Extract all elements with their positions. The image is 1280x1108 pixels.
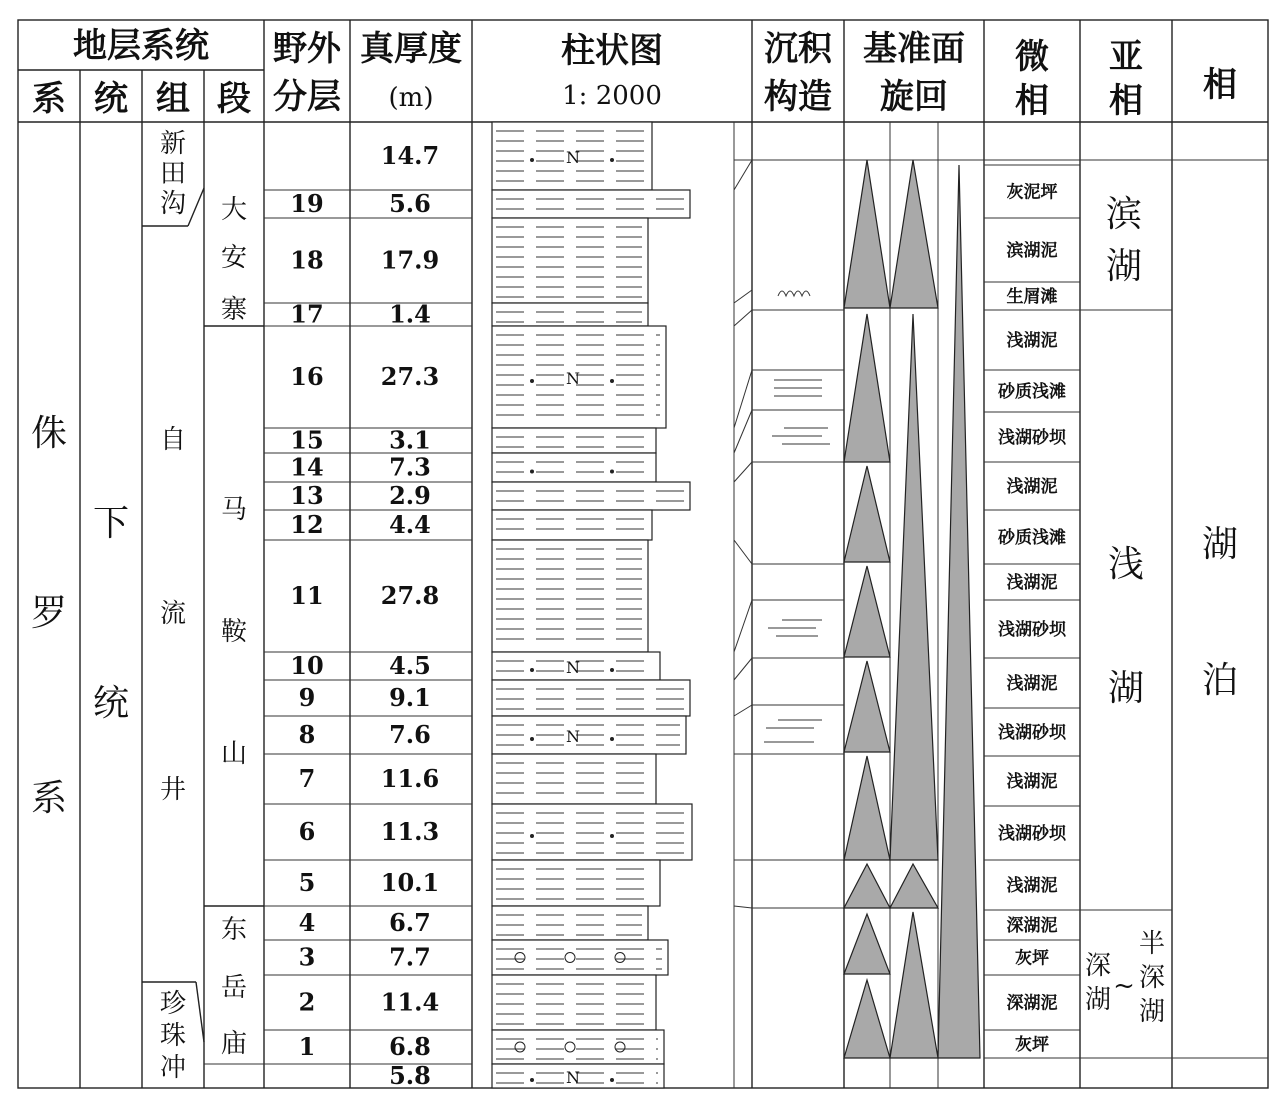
correlation-line: [734, 705, 752, 716]
header-thickness-1: 真厚度: [360, 29, 462, 69]
short-cycle-triangle: [844, 661, 890, 752]
formation-ziliujing: 自: [159, 425, 187, 455]
microfacies-label: 浅湖泥: [1006, 477, 1058, 497]
microfacies-label: 生屑滩: [1006, 287, 1058, 307]
member-dongyuemiao: 庙: [220, 1029, 248, 1059]
header-base-level-1: 基准面: [863, 29, 965, 69]
bioclast-symbol-icon: [778, 291, 810, 296]
subfacies-tilde: ~: [1113, 971, 1135, 1001]
layer-thickness: 11.3: [380, 817, 440, 846]
correlation-lines: [734, 160, 752, 908]
sand-dot-icon: [610, 158, 614, 162]
sand-dot-icon: [610, 737, 614, 741]
subfacies-deep: 深: [1084, 951, 1112, 981]
horizontal-bedding-icon: [764, 720, 822, 742]
formation-xintiangou: 田: [159, 159, 187, 189]
sand-dot-icon: [530, 470, 534, 474]
layer-number: 14: [290, 452, 324, 482]
header-field-layer-1: 野外: [273, 29, 341, 69]
header-microfacies-1: 微: [1015, 37, 1049, 77]
layer-number: 1: [298, 1032, 316, 1061]
sand-dot-icon: [530, 834, 534, 838]
litho-bed: [492, 303, 648, 326]
layer-thickness: 7.3: [389, 452, 431, 482]
subfacies-column: [1080, 194, 1172, 1058]
sand-dot-icon: [530, 158, 534, 162]
layer-number: 3: [298, 942, 316, 972]
microfacies-label: 滨湖泥: [1006, 241, 1058, 261]
correlation-line: [734, 310, 752, 326]
layer-number: 15: [290, 425, 324, 455]
microfacies-label: 浅湖泥: [1006, 573, 1058, 593]
facies-lake: 湖: [1201, 524, 1239, 565]
litho-bed: [492, 218, 648, 303]
microfacies-label: 浅湖砂坝: [998, 824, 1066, 844]
subfacies-semi-deep: 深: [1138, 963, 1166, 993]
layer-number: 8: [298, 720, 316, 749]
short-cycle-triangle: [844, 980, 890, 1058]
subfacies-semi-deep: 半: [1138, 929, 1166, 959]
n-mark: N: [566, 369, 580, 388]
layer-thickness: 17.9: [380, 245, 440, 275]
microfacies-label: 浅湖砂坝: [998, 428, 1066, 448]
member-column: [204, 195, 264, 1064]
layer-thickness: 6.7: [389, 908, 431, 937]
header-member: 段: [217, 79, 251, 119]
formation-column: [142, 129, 204, 1083]
header-thickness-2: (m): [388, 83, 434, 113]
short-cycle-triangle: [844, 160, 890, 308]
header-field-layer-2: 分层: [273, 77, 341, 117]
system-char: 罗: [30, 593, 68, 634]
litho-bed: [492, 453, 656, 482]
microfacies-label: 砂质浅滩: [998, 528, 1066, 548]
microfacies-label: 深湖泥: [1006, 916, 1058, 936]
layer-number: 19: [290, 189, 324, 218]
microfacies-label: 灰泥坪: [1006, 182, 1058, 203]
header-structure-2: 构造: [764, 77, 832, 117]
member-daanzhai: 大: [220, 195, 248, 225]
series-char: 统: [92, 683, 130, 724]
correlation-line: [734, 410, 752, 453]
litho-bed: [492, 540, 648, 652]
layer-number: 9: [298, 683, 316, 712]
layer-number: 13: [290, 481, 324, 510]
correlation-line: [734, 370, 752, 428]
sand-dot-icon: [530, 737, 534, 741]
formation-xintiangou: 沟: [159, 189, 187, 219]
litho-bed: [492, 190, 690, 218]
microfacies-label: 灰坪: [1015, 1035, 1049, 1055]
layer-thickness: 5.8: [389, 1061, 431, 1090]
litho-bed: [492, 940, 668, 975]
formation-ziliujing: 流: [159, 599, 187, 629]
n-mark: N: [566, 658, 580, 677]
microfacies-label: 浅湖泥: [1006, 876, 1058, 896]
header-column: 柱状图: [561, 31, 663, 71]
horizontal-bedding-icon: [772, 428, 830, 444]
facies-lake: 泊: [1201, 660, 1239, 701]
microfacies-label: 浅湖砂坝: [998, 723, 1066, 743]
layer-number: 2: [298, 987, 316, 1017]
microfacies-label: 浅湖泥: [1006, 772, 1058, 792]
member-maanshan: 山: [220, 739, 248, 769]
layer-thickness: 10.1: [380, 868, 440, 897]
header-series: 统: [94, 79, 128, 119]
horizontal-bedding-icon: [774, 380, 822, 396]
layer-thickness: 27.8: [380, 581, 440, 610]
system-column: [31, 413, 67, 819]
sand-dot-icon: [610, 470, 614, 474]
litho-bed: [492, 482, 690, 510]
member-maanshan: 马: [220, 495, 248, 525]
sand-dot-icon: [530, 668, 534, 672]
header-strata-system: 地层系统: [73, 26, 209, 66]
subfacies-binhu: 滨: [1105, 194, 1143, 235]
litho-bed: [492, 428, 656, 453]
subfacies-deep: 湖: [1084, 985, 1112, 1015]
system-char: 系: [30, 778, 68, 819]
header-facies: 相: [1203, 65, 1237, 105]
member-maanshan: 鞍: [220, 617, 248, 647]
header-formation: 组: [156, 79, 190, 119]
short-cycle-triangle: [890, 864, 938, 908]
long-cycle-triangle: [938, 165, 980, 1058]
member-dongyuemiao: 岳: [220, 973, 248, 1003]
litho-bed: [492, 754, 656, 804]
short-cycle-triangle: [844, 566, 890, 657]
correlation-line: [734, 290, 752, 303]
layer-thickness: 5.6: [389, 189, 431, 218]
layer-thickness: 6.8: [389, 1032, 431, 1061]
sand-dot-icon: [610, 1078, 614, 1082]
correlation-line: [734, 462, 752, 482]
short-cycle-triangle: [844, 756, 890, 860]
sand-dot-icon: [610, 834, 614, 838]
header-system: 系: [32, 79, 66, 119]
layer-number: 17: [290, 299, 324, 329]
short-cycle-triangle: [844, 914, 890, 974]
horizontal-bedding-icon: [768, 620, 822, 636]
header-subfacies-1: 亚: [1109, 37, 1143, 77]
layer-number: 16: [290, 362, 324, 391]
microfacies-label: 砂质浅滩: [998, 382, 1066, 402]
formation-ziliujing: 井: [159, 775, 187, 805]
sand-dot-icon: [530, 1078, 534, 1082]
member-dongyuemiao: 东: [220, 915, 248, 945]
correlation-line: [734, 658, 752, 680]
series-char: 下: [92, 503, 130, 544]
mid-cycle-triangle: [890, 314, 938, 860]
layer-number: 18: [290, 245, 324, 275]
facies-column: [1172, 524, 1268, 1058]
layer-thickness: 11.4: [380, 987, 440, 1017]
layer-rows: [264, 141, 472, 1090]
layer-number: 6: [298, 817, 316, 846]
litho-bed: [492, 975, 656, 1030]
sand-dot-icon: [530, 379, 534, 383]
lithology-column: [492, 122, 692, 1088]
formation-zhenzhuchong: 珠: [159, 1021, 187, 1051]
header-base-level-2: 旋回: [880, 77, 948, 117]
layer-number: 12: [290, 510, 324, 539]
litho-bed: [492, 804, 692, 860]
layer-number: 4: [298, 908, 316, 937]
microfacies-label: 浅湖泥: [1006, 331, 1058, 351]
sand-dot-icon: [610, 668, 614, 672]
correlation-line: [734, 540, 752, 564]
litho-bed: [492, 680, 690, 716]
subfacies-qianhu: 湖: [1107, 668, 1145, 709]
subfacies-semi-deep: 湖: [1138, 997, 1166, 1027]
layer-thickness: 9.1: [389, 683, 431, 712]
microfacies-column: [984, 165, 1080, 1058]
microfacies-label: 灰坪: [1015, 948, 1049, 969]
layer-thickness: 14.7: [380, 141, 440, 170]
n-mark: N: [566, 148, 580, 167]
n-mark: N: [566, 727, 580, 746]
subfacies-qianhu: 浅: [1107, 544, 1145, 585]
short-cycle-triangle: [844, 314, 890, 462]
table-header: [32, 26, 1237, 121]
layer-number: 5: [298, 868, 316, 897]
layer-number: 10: [290, 651, 324, 680]
layer-thickness: 1.4: [389, 299, 431, 329]
layer-thickness: 2.9: [389, 481, 431, 510]
formation-zhenzhuchong: 珍: [159, 989, 187, 1019]
member-daanzhai: 安: [220, 243, 248, 273]
layer-thickness: 7.6: [389, 720, 431, 749]
system-char: 侏: [30, 413, 68, 454]
subfacies-binhu: 湖: [1105, 246, 1143, 287]
mid-cycle-triangle: [890, 912, 938, 1058]
layer-number: 11: [290, 581, 324, 610]
microfacies-label: 浅湖砂坝: [998, 620, 1066, 640]
litho-bed: [492, 510, 652, 540]
member-daanzhai: 寨: [220, 295, 248, 325]
layer-thickness: 4.5: [389, 651, 431, 680]
formation-zhenzhuchong: 冲: [159, 1053, 187, 1083]
sand-dot-icon: [610, 379, 614, 383]
header-microfacies-2: 相: [1015, 81, 1049, 121]
microfacies-label: 浅湖泥: [1006, 674, 1058, 694]
layer-thickness: 27.3: [380, 362, 440, 391]
layer-thickness: 3.1: [389, 425, 431, 455]
n-mark: N: [566, 1068, 580, 1087]
microfacies-label: 深湖泥: [1006, 993, 1058, 1014]
layer-number: 7: [298, 764, 316, 793]
series-column: [93, 503, 129, 724]
layer-thickness: 7.7: [389, 942, 431, 972]
layer-thickness: 11.6: [380, 764, 440, 793]
header-scale: 1: 2000: [562, 81, 662, 111]
short-cycle-triangle: [844, 466, 890, 562]
header-subfacies-2: 相: [1109, 81, 1143, 121]
header-structure-1: 沉积: [764, 29, 832, 69]
correlation-line: [734, 600, 752, 652]
short-cycle-triangle: [844, 864, 890, 908]
correlation-line: [734, 906, 752, 908]
formation-xintiangou: 新: [159, 129, 187, 159]
correlation-line: [734, 160, 752, 190]
base-level-cycles: [844, 160, 980, 1058]
short-cycle-triangle: [890, 160, 938, 308]
layer-thickness: 4.4: [389, 510, 431, 539]
